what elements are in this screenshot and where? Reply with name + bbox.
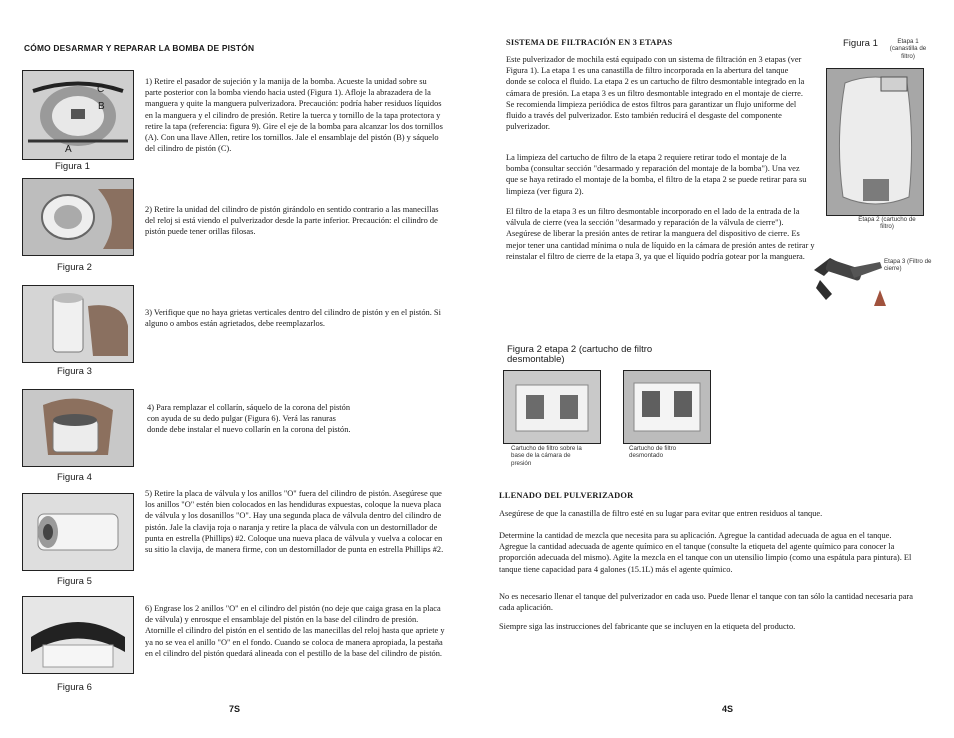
step-4-text: 4) Para remplazar el collarín, sáquelo de la corona del pistón con ayuda de su dedo pulgar (Figura 6). Verá las ranuras donde debe instalar el nuevo collarín en la corona del pistón. xyxy=(147,403,351,435)
stage-1-label: Etapa 1 (canastilla de filtro) xyxy=(889,38,927,60)
callout-c: C xyxy=(97,84,105,95)
right-figure-2-label: Figura 2 etapa 2 (cartucho de filtro desmontable) xyxy=(507,344,653,365)
fig2-caption-on-base: Cartucho de filtro sobre la base de la cámara de presión xyxy=(511,445,582,467)
figure-1-photo xyxy=(22,70,134,160)
filter-removed-photo xyxy=(623,370,711,444)
step-1-text: 1) Retire el pasador de sujeción y la manija de la bomba. Acueste la unidad sobre su parte posterior con la bomba viendo hacia usted (Figura 1). Afloje la abrazadera de la manguera y quite la manguera pulverizadora. Precaución: podría haber residuos líquidos en la manguera y el cilindro de presión. Retire la tuerca y tornillo de la tapa protectora y retire la tapa (referencia: figura 9). Gire el eje de la bomba para alcanzar los dos tornillos (A). Con una llave Allen, retire los tornillos. Jale el ensamblaje del pistón (B) y sáquelo del cilindro de pistón (C). xyxy=(145,77,443,154)
step-2-text: 2) Retire la unidad del cilindro de pistón girándolo en sentido contrario a las manecillas del reloj si está viendo el pulverizador desde la parte inferior. Precaución: el cilindro de pistón puede tener orillas filosas. xyxy=(145,205,439,237)
figure-3-label: Figura 3 xyxy=(57,366,92,377)
right-page-number: 4S xyxy=(722,704,734,714)
filtration-heading: SISTEMA DE FILTRACIÓN EN 3 ETAPAS xyxy=(506,38,673,47)
figure-5-photo xyxy=(22,493,134,571)
left-page-number: 7S xyxy=(229,704,241,714)
filtration-paragraph-1: Este pulverizador de mochila está equipado con un sistema de filtración en 3 etapas (ver Figura 1). La etapa 1 es una canastilla de filtro incorporada en la abertura del tanque donde se coloca el fluido. La etapa 2 es un cartucho de filtro desmontable integrado en la cámara de presión. La etapa 3 es un filtro desmontable integrado en el montaje de cierre. Se recomienda limpieza periódica de estos filtros para garantizar un flujo uniforme del fluido a través del pulverizador. Esto también reducirá el desgaste del componente pulverizador. xyxy=(506,55,805,132)
filter-on-base-photo xyxy=(503,370,601,444)
filling-paragraph-4: Siempre siga las instrucciones del fabricante que se incluyen en la etiqueta del producto. xyxy=(499,622,796,631)
shutoff-valve-image xyxy=(810,250,886,306)
filtration-paragraph-2: La limpieza del cartucho de filtro de la etapa 2 requiere retirar todo el montaje de la bomba (consultar sección "desarmado y reparación del montaje de la bomba"). Una vez que se haya retirado el montaje de la bomba, el filtro de la etapa 2 se puede retirar para su limpieza (ver figura 2). xyxy=(506,153,807,196)
figure-6-photo xyxy=(22,596,134,674)
filling-paragraph-3: No es necesario llenar el tanque del pulverizador en cada uso. Puede llenar el tanque con tan sólo la cantidad necesaria para cada aplicación. xyxy=(499,592,913,613)
right-figure-1-label: Figura 1 xyxy=(843,38,878,49)
step-3-text: 3) Verifique que no haya grietas verticales dentro del cilindro de pistón y en el pistón. Si alguno o ambos están agrietados, debe reemplazarlos. xyxy=(145,308,441,329)
callout-a: A xyxy=(65,144,72,155)
figure-2-label: Figura 2 xyxy=(57,262,92,273)
callout-b: B xyxy=(98,101,105,112)
figure-2-photo xyxy=(22,178,134,256)
step-6-text: 6) Engrase los 2 anillos "O" en el cilindro del pistón (no deje que caiga grasa en la placa de válvula) y enrosque el ensamblaje del pistón en la base del cilindro de presión. Atornille el cilindro del pistón en el sentido de las manecillas del reloj hasta que apriete y ya no se vea el anillo "O" en el fondo. Cuando se coloca de manera apropiada, la pestaña en el cilindro del pistón quedará alineada con el pestillo de la base del cilindro de pistón. xyxy=(145,604,445,658)
filling-paragraph-2: Determine la cantidad de mezcla que necesita para su aplicación. Agregue la cantidad adecuada de agua en el tanque. Agregue la cantidad adecuada de agente químico en el tanque (consulte la etiqueta del agente químico para conocer la proporción adecuada del mismo). Agite la mezcla en el tanque con un utensilio limpio (como una espátula para pintura). El tanque tiene capacidad para 4 galones (15.1L) más el agente químico. xyxy=(499,531,912,574)
figure-6-label: Figura 6 xyxy=(57,682,92,693)
tank-photo xyxy=(826,68,924,216)
figure-5-label: Figura 5 xyxy=(57,576,92,587)
stage-2-label: Etapa 2 (cartucho de filtro) xyxy=(858,216,916,231)
left-page-heading: CÓMO DESARMAR Y REPARAR LA BOMBA DE PISTÓN xyxy=(24,43,255,53)
filtration-paragraph-3: El filtro de la etapa 3 es un filtro desmontable incorporado en el lado de la entrada de la válvula de cierre (vea la sección "desarmado y reparación de la válvula de cierre"). Asegúrese de liberar la presión antes de retirar la manguera del dispositivo de cierre. Es mejor tener una cantidad mínima o nula de líquido en la cámara de presión antes de retirar y reinstalar el filtro de cierre de la etapa 3, ya que el líquido podría gotear por la manguera. xyxy=(506,207,815,261)
filling-heading: LLENADO DEL PULVERIZADOR xyxy=(499,491,634,500)
step-5-text: 5) Retire la placa de válvula y los anillos "O" fuera del cilindro de pistón. Asegúrese que los anillos "O" estén bien colocados en las hendiduras expuestas, coloque la nueva placa de válvula y los dosanillos "O". Hay una segunda placa de válvula dentro del cilindro de pistón. Jale la clavija roja o naranja y retire la placa de válvula con un destornillador de punta en estrella (Phillips) #2. Coloque una nueva placa de válvula y vuelva a colocar en su sitio la clavija, de manera firme, con un destornillador de punta en estrella Phillips #2. xyxy=(145,489,444,555)
stage-3-label: Etapa 3 (Filtro de cierre) xyxy=(884,258,932,273)
fig2-caption-removed: Cartucho de filtro desmontado xyxy=(629,445,677,460)
filling-paragraph-1: Asegúrese de que la canastilla de filtro esté en su lugar para evitar que entren residuos al tanque. xyxy=(499,509,823,518)
figure-4-label: Figura 4 xyxy=(57,472,92,483)
figure-4-photo xyxy=(22,389,134,467)
figure-3-photo xyxy=(22,285,134,363)
figure-1-label: Figura 1 xyxy=(55,161,90,172)
